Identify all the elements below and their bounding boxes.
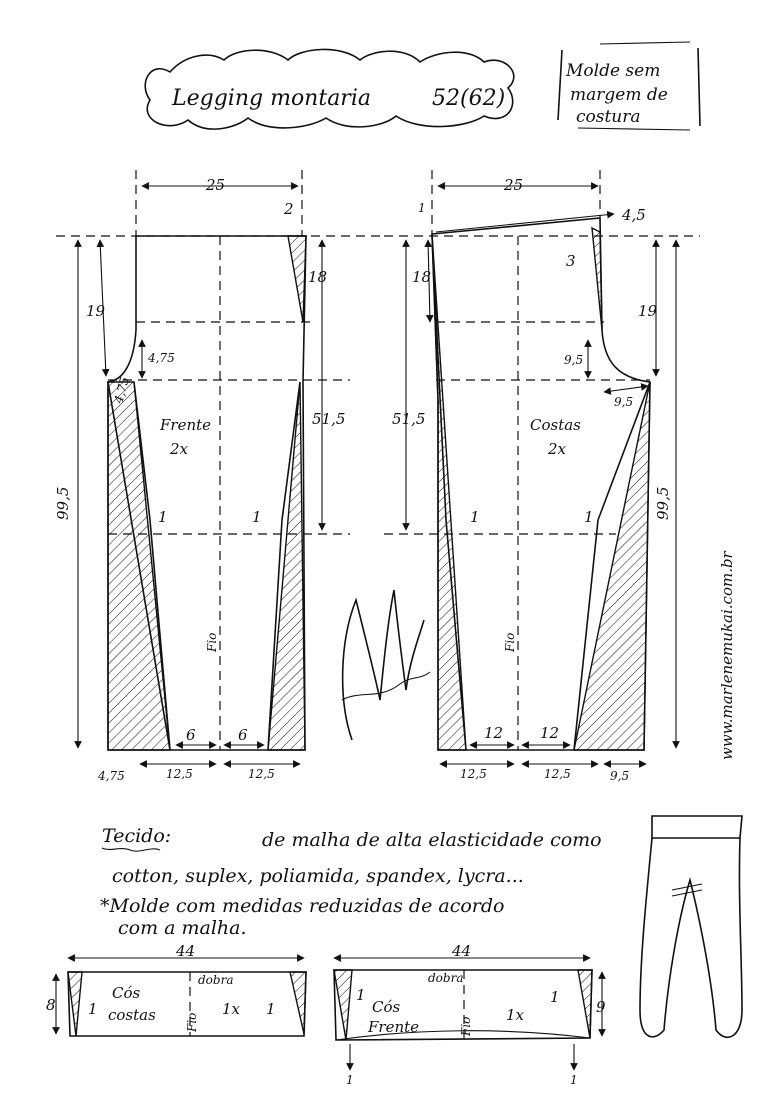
front-top-hatch: [288, 236, 306, 322]
back-bottom-left: 12,5: [460, 767, 487, 781]
back-hip-height: 19: [638, 302, 658, 320]
title-cloud: [145, 49, 514, 129]
waistband-front-below-left: 1: [346, 1073, 354, 1087]
fabric-label: Tecido:: [102, 825, 172, 847]
back-grain-label: Fio: [503, 632, 517, 652]
back-piece: [384, 170, 700, 783]
front-crotch-diagonal: 4,75: [111, 375, 132, 405]
fabric-notes: [100, 825, 602, 939]
waistband-back-label1: Cós: [112, 984, 141, 1002]
back-hem-right: 12: [540, 724, 560, 742]
waistband-front-label2: Frente: [368, 1018, 420, 1036]
front-side-height: 18: [308, 268, 328, 286]
no-seam-allowance-note: [558, 42, 700, 130]
front-hem-left: 6: [186, 726, 196, 744]
back-rise-right: 4,5: [622, 206, 646, 224]
back-knee-right: 1: [584, 508, 594, 526]
waistband-front-grain: Fio: [459, 1016, 473, 1036]
front-bottom-left: 4,75: [98, 769, 125, 783]
front-count: 2x: [170, 440, 189, 458]
back-bottom-mid: 12,5: [544, 767, 571, 781]
front-knee-right: 1: [252, 508, 262, 526]
fabric-line3: *Molde com medidas reduzidas de acordo: [100, 895, 505, 917]
back-top-width: 25: [504, 176, 524, 194]
waistband-back-grain: Fio: [185, 1012, 199, 1032]
waistband-front-mark-left: 1: [356, 986, 366, 1004]
waistband-back-label2: costas: [108, 1006, 156, 1024]
note-line2: margem de: [570, 85, 668, 105]
back-inseam-height: 51,5: [392, 410, 426, 428]
back-dart: 3: [566, 252, 576, 270]
back-count: 2x: [548, 440, 567, 458]
front-top-offset: 2: [284, 200, 294, 218]
front-bottom-mid-left: 12,5: [166, 767, 193, 781]
waistband-front-height: 9: [596, 998, 606, 1016]
website-url: www.marlenemukai.com.br: [718, 551, 736, 760]
waistband-back-height: 8: [46, 996, 56, 1014]
waistband-front-count: 1x: [506, 1006, 525, 1024]
waistband-back-count: 1x: [222, 1000, 241, 1018]
note-line3: costura: [576, 107, 641, 127]
back-total-height: 99,5: [654, 486, 672, 520]
waistband-front-label1: Cós: [372, 998, 401, 1016]
back-rise-left: 1: [418, 201, 426, 215]
signature: [342, 590, 430, 740]
title-name: Legging montaria: [172, 86, 371, 111]
front-knee-left: 1: [158, 508, 168, 526]
title-size: 52(62): [432, 86, 506, 111]
back-crotch-width: 9,5: [614, 395, 634, 409]
legging-sketch: [640, 816, 742, 1037]
back-crotch-height: 9,5: [564, 353, 584, 367]
waistband-front-mark-right: 1: [550, 988, 560, 1006]
waistband-back-mark-right: 1: [266, 1000, 276, 1018]
front-total-height: 99,5: [54, 486, 72, 520]
waistband-front-width: 44: [452, 942, 472, 960]
waistband-back-fold: dobra: [198, 973, 234, 987]
back-bottom-right: 9,5: [610, 769, 630, 783]
waistband-front: [334, 942, 606, 1087]
back-knee-left: 1: [470, 508, 480, 526]
front-bottom-mid-right: 12,5: [248, 767, 275, 781]
waistband-back-width: 44: [176, 942, 196, 960]
back-left-hatch: [432, 234, 466, 750]
front-hip-height: 19: [86, 302, 106, 320]
front-piece: [54, 170, 380, 783]
fabric-line2: cotton, suplex, poliamida, spandex, lycra...: [112, 865, 524, 887]
front-hem-right: 6: [238, 726, 248, 744]
front-right-hatch: [268, 382, 305, 750]
front-label: Frente: [160, 416, 212, 434]
front-grain-label: Fio: [205, 632, 219, 652]
note-line1: Molde sem: [566, 61, 661, 81]
front-crotch-height: 4,75: [148, 351, 175, 365]
back-label: Costas: [530, 416, 581, 434]
fabric-line4: com a malha.: [118, 917, 247, 939]
fabric-line1: de malha de alta elasticidade como: [262, 829, 602, 851]
back-side-height: 18: [412, 268, 432, 286]
waistband-back: [46, 942, 306, 1036]
waistband-front-fold: dobra: [428, 971, 464, 985]
front-inseam-height: 51,5: [312, 410, 346, 428]
waistband-front-below-right: 1: [570, 1073, 578, 1087]
front-top-width: 25: [206, 176, 226, 194]
back-hem-left: 12: [484, 724, 504, 742]
waistband-back-mark-left: 1: [88, 1000, 98, 1018]
back-right-hatch: [574, 382, 650, 750]
